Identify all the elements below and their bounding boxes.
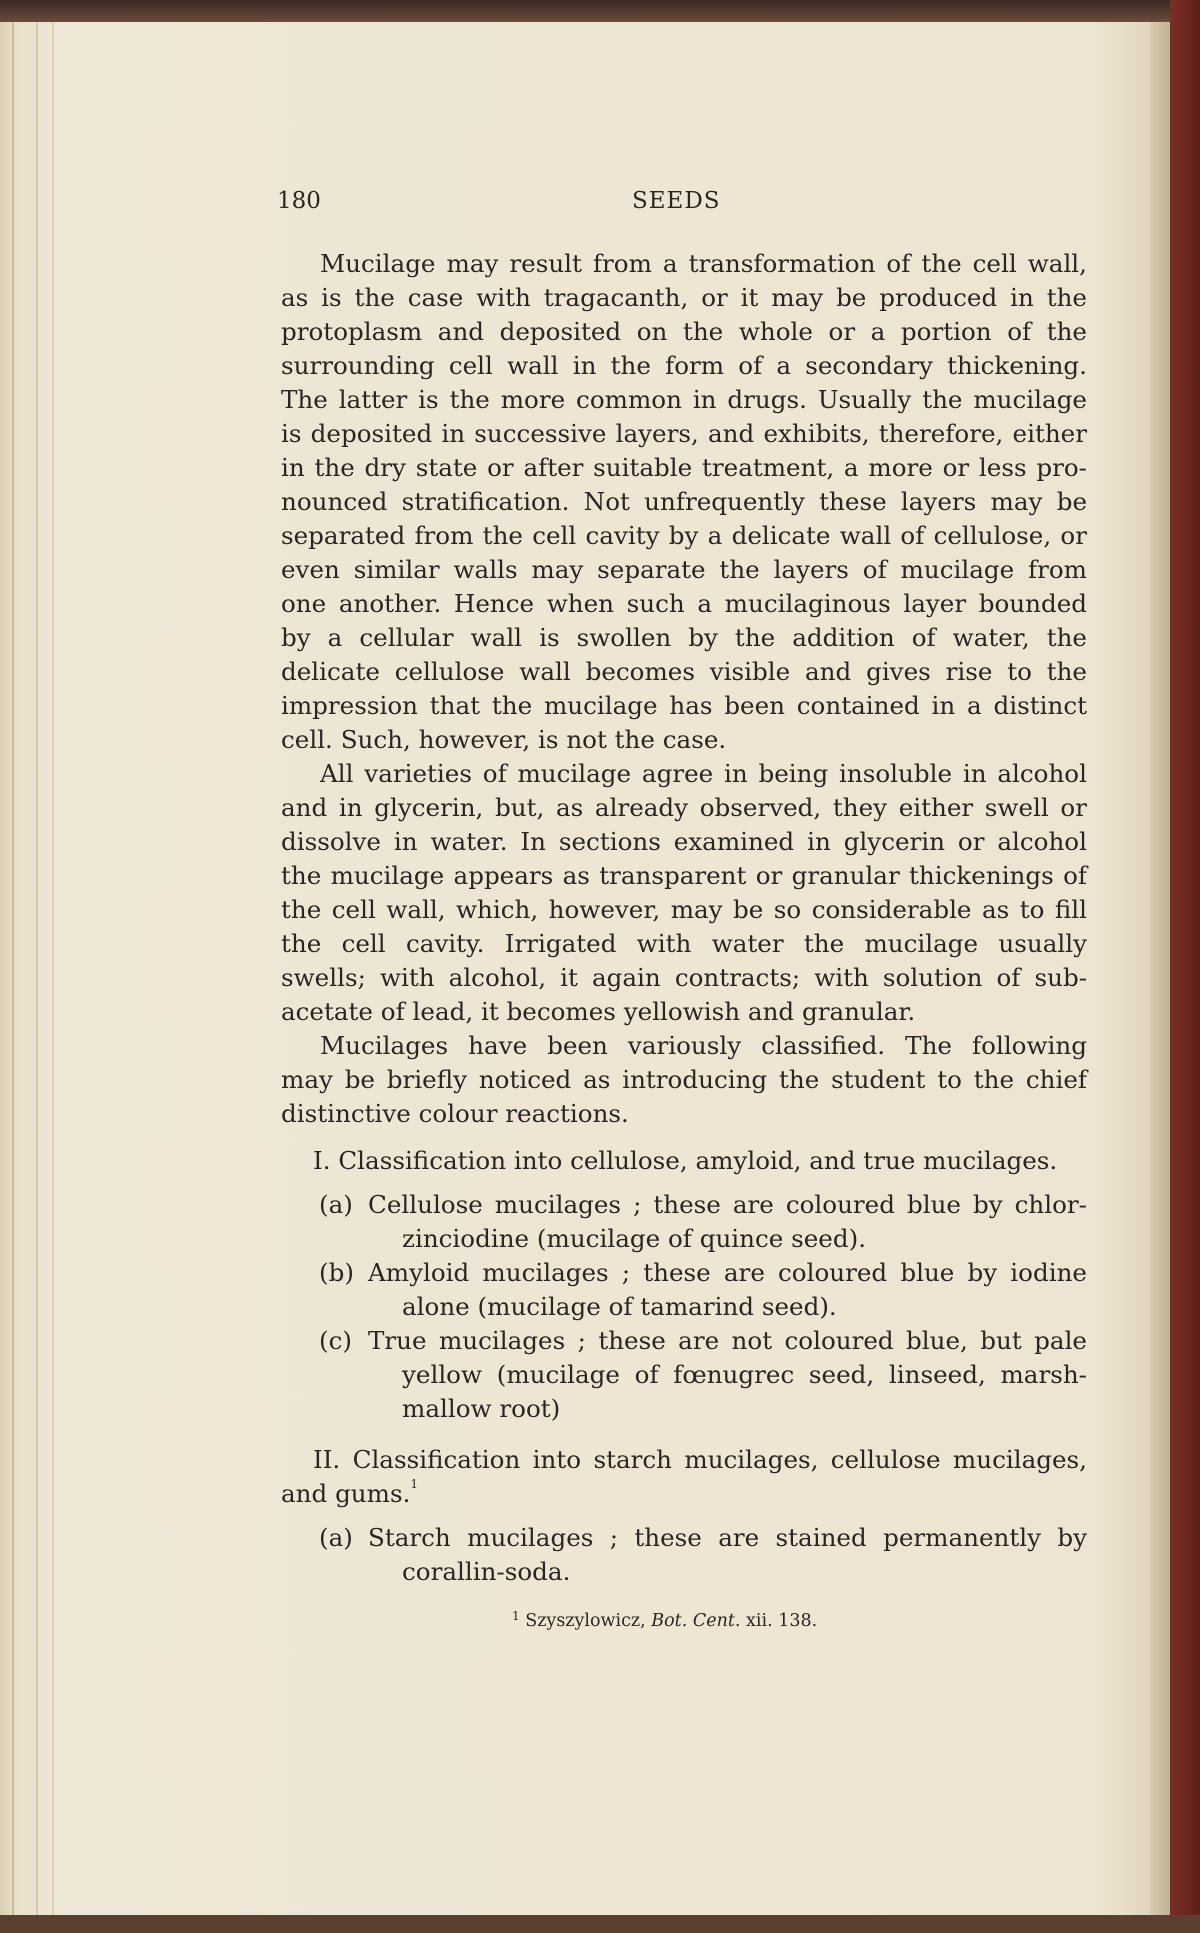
text-line: distinctive colour reactions. — [281, 1099, 629, 1128]
text-line: The latter is the more common in drugs. Usually the mucilage — [281, 385, 1087, 414]
text-line: the cell cavity. Irrigated with water the mucilage usually — [281, 929, 1087, 958]
list-marker: (a) — [319, 1523, 353, 1552]
footnote — [512, 1611, 817, 1631]
running-head: SEEDS — [632, 188, 721, 214]
gutter-line — [12, 22, 14, 1915]
text-line: and in glycerin, but, as already observed, they either swell or — [281, 793, 1087, 822]
text-line: even similar walls may separate the layers of mucilage from — [281, 555, 1087, 584]
text-line: in the dry state or after suitable treatment, a more or less pro- — [281, 453, 1087, 482]
text-line: as is the case with tragacanth, or it may be produced in the — [281, 283, 1087, 312]
list-item-continuation: corallin-soda. — [402, 1557, 571, 1586]
list-item — [319, 1326, 1087, 1355]
text-line: surrounding cell wall in the form of a secondary thickening. — [281, 351, 1087, 380]
text-line: may be briefly noticed as introducing the student to the chief — [281, 1065, 1087, 1094]
page-edge — [1150, 22, 1170, 1915]
footnote-text: xii. 138. — [740, 1611, 818, 1631]
footnote-text: Szyszylowicz, — [525, 1611, 652, 1631]
heading-text: and gums. — [281, 1479, 411, 1508]
list-marker: (c) — [319, 1326, 352, 1355]
text-line: is deposited in successive layers, and exhibits, therefore, either — [281, 419, 1087, 448]
book-cover-top — [0, 0, 1200, 22]
text-line: one another. Hence when such a mucilaginous layer bounded — [281, 589, 1087, 618]
book-cover-bottom — [0, 1915, 1200, 1933]
list-item — [319, 1258, 1087, 1287]
list-item-text: True mucilages ; these are not coloured blue, but pale — [368, 1326, 1087, 1355]
gutter-line — [52, 22, 54, 1915]
text-line: Mucilages have been variously classified. The following — [320, 1031, 1087, 1060]
list-item-text: Amyloid mucilages ; these are coloured blue by iodine — [368, 1258, 1087, 1287]
book-cover-edge — [1170, 0, 1200, 1933]
gutter-line — [36, 22, 38, 1915]
text-line: impression that the mucilage has been contained in a distinct — [281, 691, 1087, 720]
text-line: Mucilage may result from a transformation of the cell wall, — [320, 249, 1087, 278]
text-line: nounced stratification. Not unfrequently these layers may be — [281, 487, 1087, 516]
list-item — [319, 1190, 1087, 1219]
text-line: swells; with alcohol, it again contracts; with solution of sub- — [281, 963, 1087, 992]
text-line: All varieties of mucilage agree in being insoluble in alcohol — [320, 759, 1087, 788]
classification-heading: II. Classification into starch mucilages, cellulose mucilages, — [313, 1445, 1087, 1474]
classification-heading: I. Classification into cellulose, amyloid, and true mucilages. — [313, 1146, 1058, 1175]
text-line: protoplasm and deposited on the whole or a portion of the — [281, 317, 1087, 346]
classification-heading-continuation — [281, 1479, 1087, 1508]
footnote-mark: 1 — [512, 1609, 520, 1623]
list-marker: (b) — [319, 1258, 354, 1287]
text-line: separated from the cell cavity by a delicate wall of cellulose, or — [281, 521, 1087, 550]
text-line: by a cellular wall is swollen by the addition of water, the — [281, 623, 1087, 652]
footnote-citation: Bot. Cent. — [651, 1611, 741, 1631]
text-line: dissolve in water. In sections examined in glycerin or alcohol — [281, 827, 1087, 856]
list-item — [319, 1523, 1087, 1552]
list-marker: (a) — [319, 1190, 353, 1219]
text-line: the mucilage appears as transparent or granular thickenings of — [281, 861, 1087, 890]
list-item-continuation: yellow (mucilage of fœnugrec seed, linseed, marsh- — [402, 1360, 1087, 1389]
list-item-continuation: mallow root) — [402, 1394, 561, 1423]
page-number: 180 — [277, 188, 321, 214]
list-item-text: Starch mucilages ; these are stained permanently by — [368, 1523, 1087, 1552]
page-header — [277, 188, 1087, 228]
text-line: the cell wall, which, however, may be so considerable as to fill — [281, 895, 1087, 924]
text-line: delicate cellulose wall becomes visible and gives rise to the — [281, 657, 1087, 686]
list-item-text: Cellulose mucilages ; these are coloured blue by chlor- — [368, 1190, 1087, 1219]
list-item-continuation: alone (mucilage of tamarind seed). — [402, 1292, 837, 1321]
list-item-continuation: zinciodine (mucilage of quince seed). — [402, 1224, 867, 1253]
footnote-reference: 1 — [410, 1477, 419, 1491]
text-line: cell. Such, however, is not the case. — [281, 725, 727, 754]
text-line: acetate of lead, it becomes yellowish and granular. — [281, 997, 916, 1026]
